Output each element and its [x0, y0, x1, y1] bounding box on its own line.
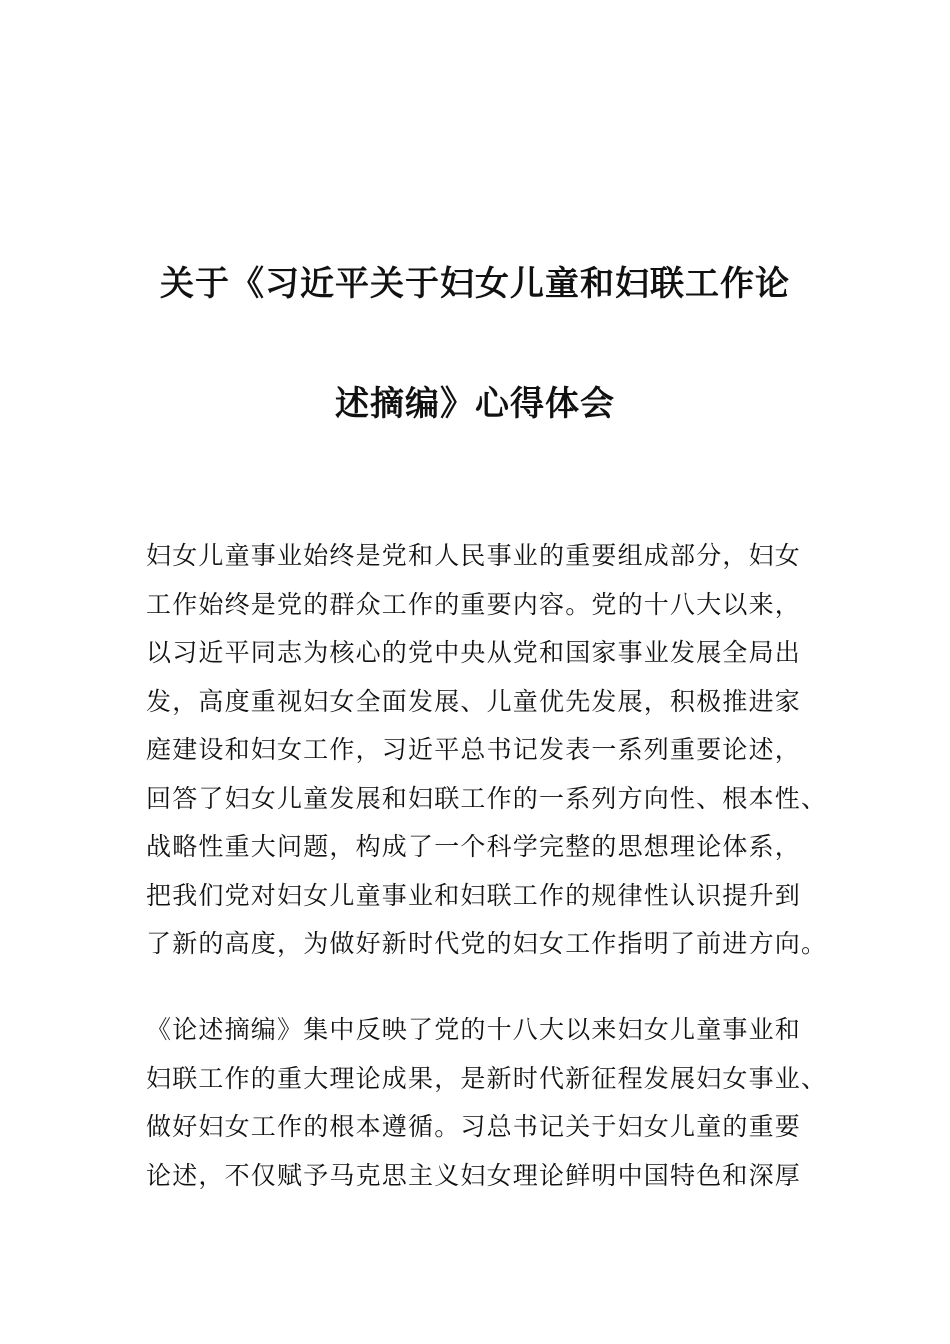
paragraph-2	[146, 1008, 826, 1202]
paragraph-line: 妇女儿童事业始终是党和人民事业的重要组成部分，妇女	[146, 541, 802, 570]
paragraph-line: 回答了妇女儿童发展和妇联工作的一系列方向性、根本性、	[146, 783, 828, 813]
paragraph-line: 以习近平同志为核心的党中央从党和国家事业发展全局出	[146, 638, 802, 667]
paragraph-1	[146, 534, 826, 971]
document-title-line-2: 述摘编》心得体会	[335, 384, 615, 424]
paragraph-line: 战略性重大问题，构成了一个科学完整的思想理论体系，	[146, 832, 802, 861]
paragraph-line: 庭建设和妇女工作，习近平总书记发表一系列重要论述，	[146, 735, 802, 764]
paragraph-line: 发，高度重视妇女全面发展、儿童优先发展，积极推进家	[146, 686, 802, 716]
paragraph-line: 了新的高度，为做好新时代党的妇女工作指明了前进方向。	[146, 929, 828, 958]
paragraph-line: 工作始终是党的群众工作的重要内容。党的十八大以来，	[146, 589, 802, 619]
paragraph-line: 论述，不仅赋予马克思主义妇女理论鲜明中国特色和深厚	[146, 1160, 802, 1190]
paragraph-line: 《论述摘编》集中反映了党的十八大以来妇女儿童事业和	[146, 1015, 802, 1044]
paragraph-line: 把我们党对妇女儿童事业和妇联工作的规律性认识提升到	[146, 880, 802, 910]
paragraph-line: 妇联工作的重大理论成果，是新时代新征程发展妇女事业、	[146, 1063, 828, 1093]
document-title-line-1: 关于《习近平关于妇女儿童和妇联工作论	[160, 264, 790, 304]
paragraph-line: 做好妇女工作的根本遵循。习总书记关于妇女儿童的重要	[146, 1112, 802, 1141]
